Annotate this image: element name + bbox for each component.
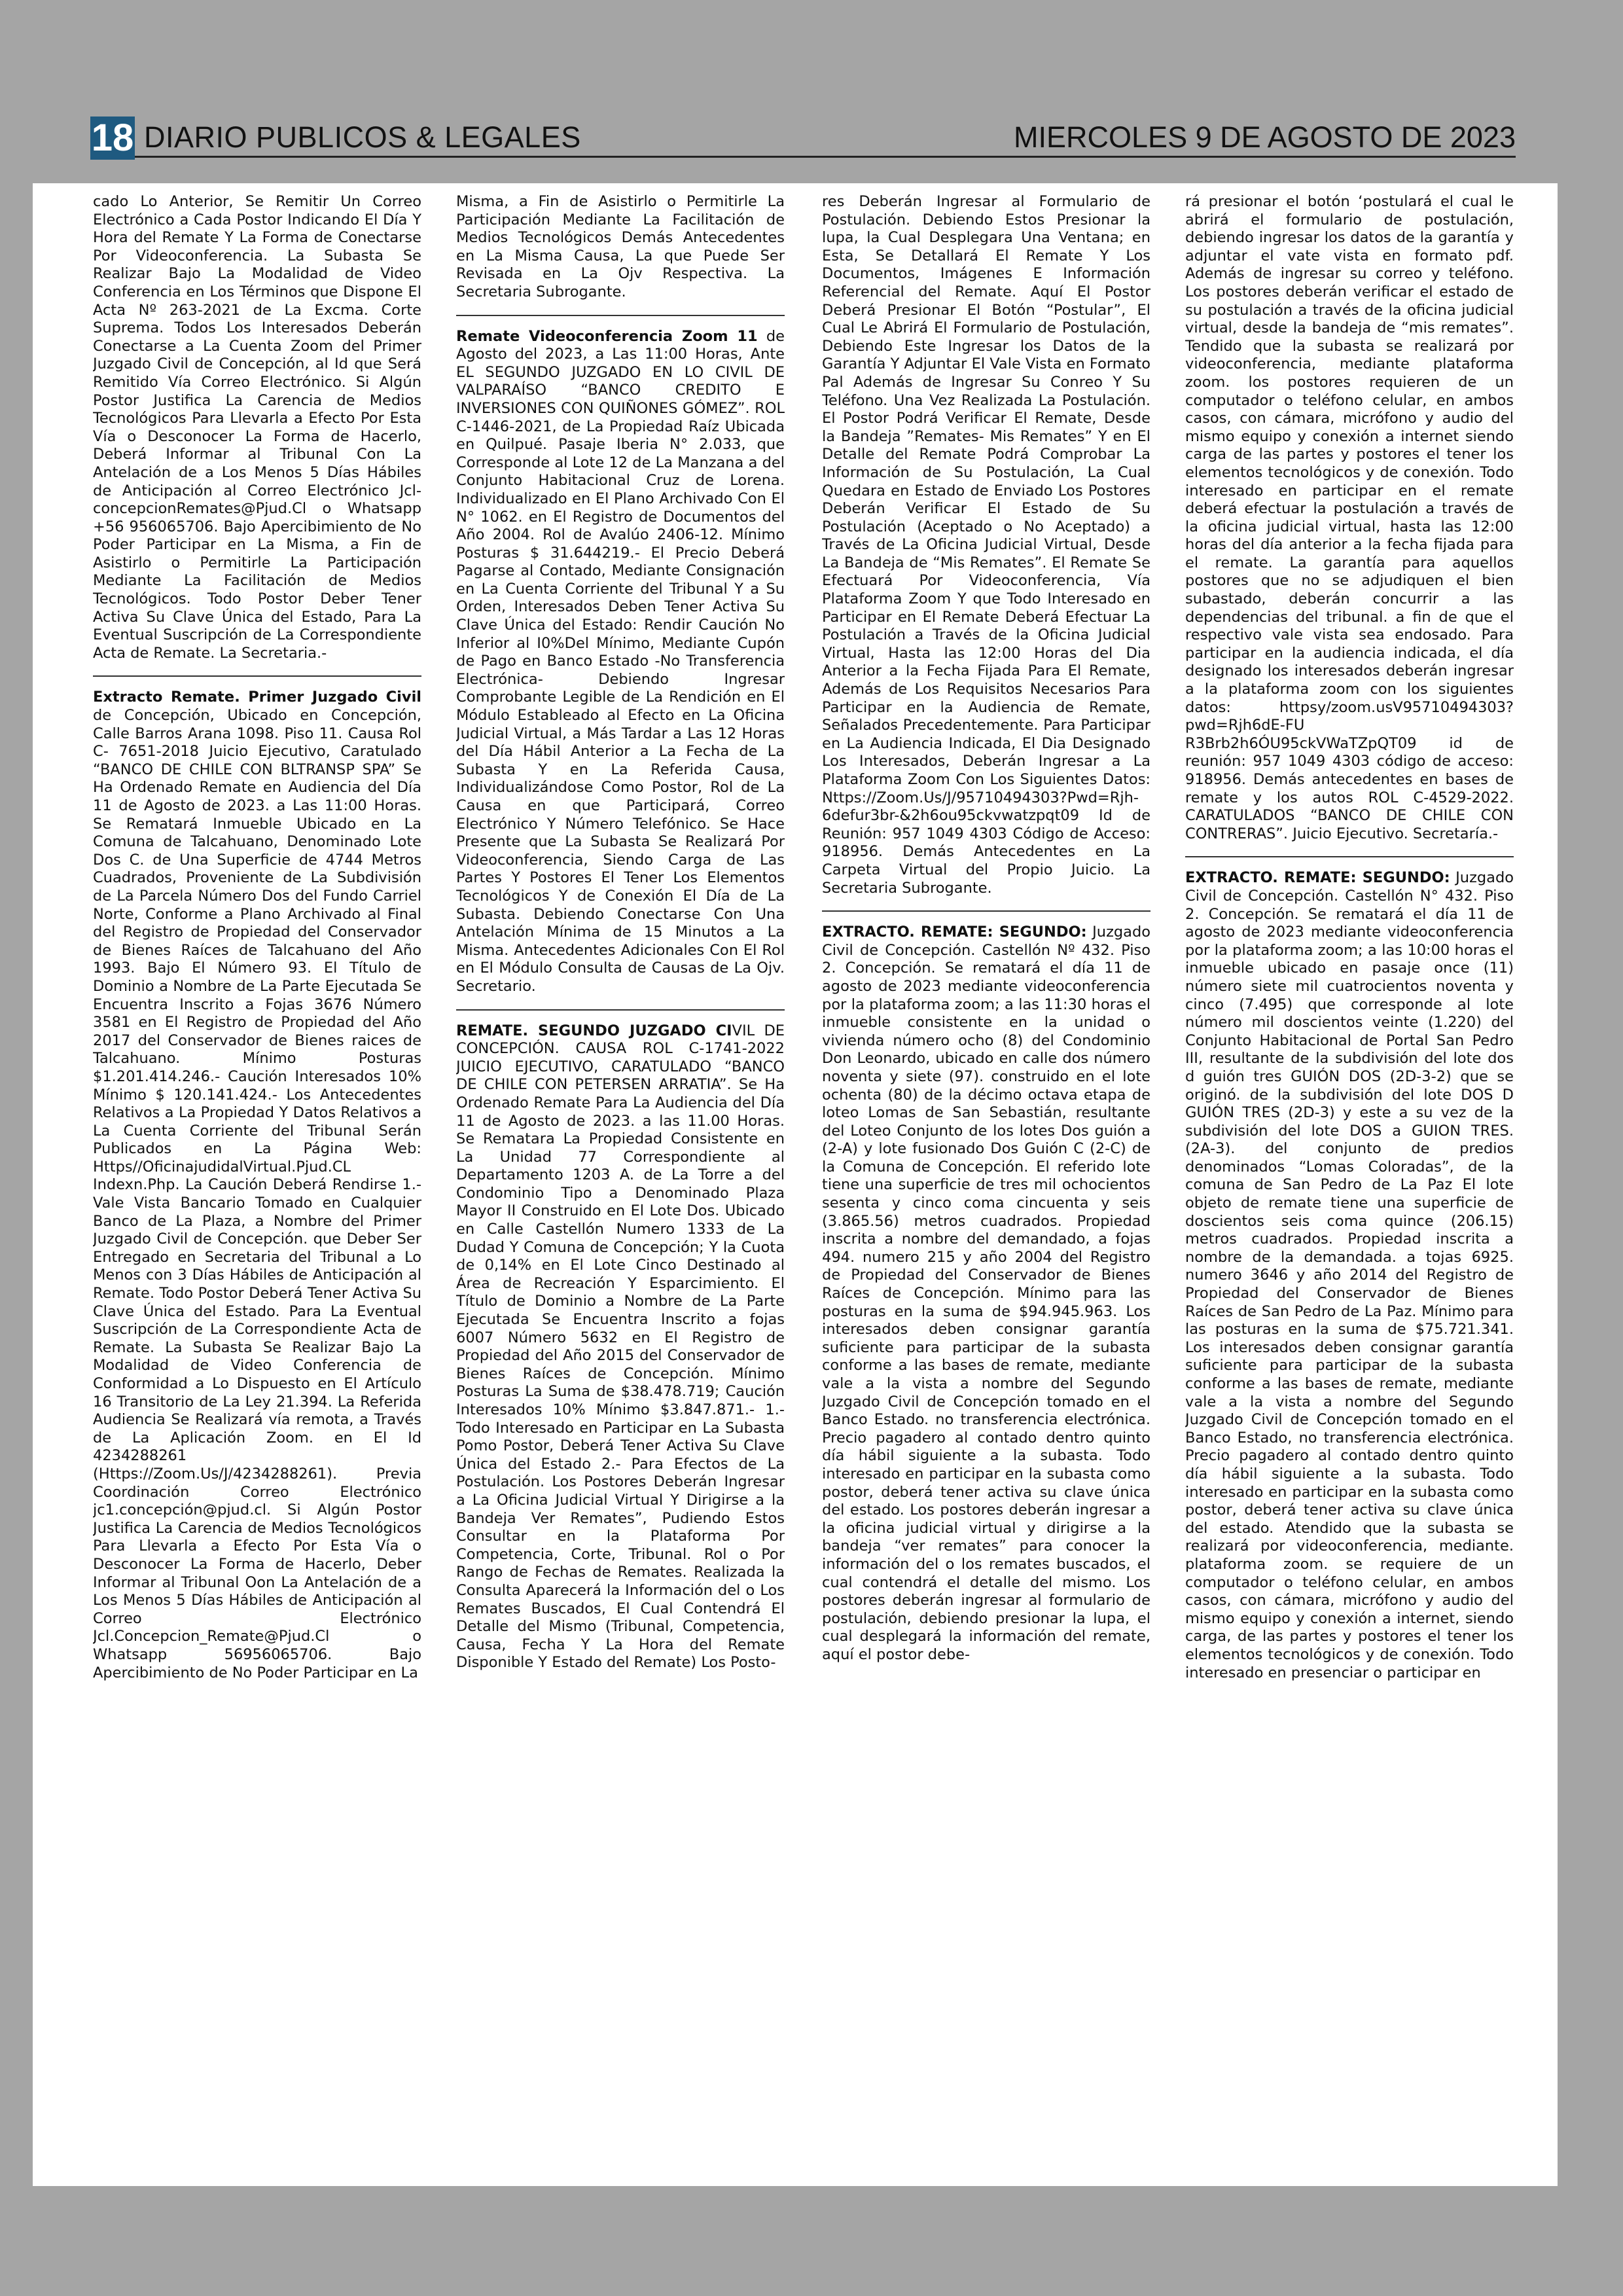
notice-heading: Remate Videoconferencia Zoom 11 — [456, 327, 758, 345]
page-number: 18 — [91, 117, 134, 159]
notice-extracto-remate-2 — [1185, 869, 1514, 1682]
notice-heading: Extracto Remate. Primer Juzgado Civil — [93, 689, 421, 706]
divider — [456, 315, 785, 316]
newspaper-page — [33, 183, 1558, 2186]
notice-remate-zoom-valparaiso — [456, 328, 785, 996]
notice-body: VIL DE CONCEPCIÓN. CAUSA ROL C-1741-2022 JUICIO EJECUTIVO, CARATULADO “BANCO DE CHILE CON PETERSEN ARRATIA”. Se Ha Ordenado Remate Para La Audiencia del Día 11 de Agosto de 2023. a las 11.00 Horas. Se Rematara La Propiedad Consistente en La Unidad 77 Correspondiente al Departamento 1203 A. de La Torre a del Condominio Tipo a Denominado Plaza Mayor II Construido en El Lote Dos. Ubicado en Calle Castellón Numero 1333 de La Dudad Y Comuna de Concepción; Y la Cuota de 0,14% en El Lote Cinco Destinado al Área de Recreación Y Esparcimiento. El Título de Dominio a Nombre de La Parte Ejecutada Se Encuentra Inscrito a fojas 6007 Número 5632 en El Registro de Propiedad del Año 2015 del Conservador de Bienes Raíces de Concepción. Mínimo Posturas La Suma de $38.478.719; Caución Interesados 10% Mínimo $3.847.871.- 1.-Todo Interesado en Participar en La Subasta Pomo Postor, Deberá Tener Activa Su Clave Única del Estado 2.- Para Efectos de La Postulación. Los Postores Deberán Ingresar a La Oficina Judicial Virtual Y Dirigirse a la Bandeja Ver Remates”, Pudiendo Estos Consultar en la Plataforma Por Competencia, Corte, Tribunal. Rol o Por Rango de Fechas de Remates. Realizada la Consulta Aparecerá la Información del o Los Remates Buscados, El Cual Contendrá El Detalle del Mismo (Tribunal, Competencia, Causa, Fecha Y La Hora del Remate Disponible Y Estado del Remate) Los Posto- — [456, 1022, 785, 1672]
column-4 — [1185, 193, 1514, 2183]
notice-remate-primer-juzgado — [93, 689, 421, 1682]
notice-continuation: res Deberán Ingresar al Formulario de Postulación. Debiendo Estos Presionar la lupa, la Cual Desplegara Una Ventana; en Esta, Se Detallará El Remate Y Los Documentos, Imágenes E Información Referencial del Remate. Aquí El Postor Deberá Presionar El Botón “Postular”, El Cual Le Abrirá El Formulario de Postulación, Debiendo Este Ingresar los Datos de la Garantía Y Adjuntar El Vale Vista en Formato Pal Además de Ingresar Su Conreo Y Su Teléfono. Una Vez Realizada La Postulación. El Postor Podrá Verificar El Remate, Desde la Bandeja ”Remates- Mis Remates” Y en El Detalle del Remate Podrá Comprobar La Información de Su Postulación, La Cual Quedara en Estado de Enviado Los Postores Deberán Verificar El Estado de Su Postulación (Aceptado o No Aceptado) a Través de La Oficina Judicial Virtual, Desde La Bandeja de “Mis Remates”. El Remate Se Efectuará Por Videoconferencia, Vía Plataforma Zoom Y que Todo Interesado en Participar en El Remate Deberá Efectuar La Postulación a Través de la Oficina Judicial Virtual, Hasta las 12:00 Horas del Dia Anterior a la Fecha Fijada Para El Remate, Además de Los Requisitos Necesarios Para Participar en la Audiencia de Remate, Señalados Precedentemente. Para Participar en La Audiencia Indicada, El Dia Designado Los Interesados, Deberán Ingresar a La Plataforma Zoom Con Los Siguientes Datos: Nttps://Zoom.Us/J/95710494303?Pwd=Rjh-6defur3br-&2h6ou95ckvwatzpqt09 Id de Reunión: 957 1049 4303 Código de Acceso: 918956. Demás Antecedentes en La Carpeta Virtual del Propio Juicio. La Secretaria Subrogante. — [822, 193, 1150, 897]
notice-heading: REMATE. SEGUNDO JUZGADO CI — [456, 1022, 732, 1039]
publication-title: DIARIO PUBLICOS & LEGALES — [144, 120, 581, 154]
divider — [1185, 856, 1514, 857]
notice-continuation: cado Lo Anterior, Se Remitir Un Correo Electrónico a Cada Postor Indicando El Día Y Hora del Remate Y La Forma de Conectarse Por Videoconferencia. La Subasta Se Realizar Bajo La Modalidad de Video Conferencia en Los Términos que Dispone El Acta Nº 263-2021 de La Excma. Corte Suprema. Todos Los Interesados Deberán Conectarse a La Cuenta Zoom del Primer Juzgado Civil de Concepción, al Id que Será Remitido Vía Correo Electrónico. Si Algún Postor Justifica La Carencia de Medios Tecnológicos Para Llevarla a Efecto Por Esta Vía o Desconocer La Forma de Hacerlo, Deberá Informar al Tribunal Con La Antelación de a Los Menos 5 Días Hábiles de Anticipación al Correo Electrónico Jcl-concepcionRemates@Pjud.Cl o Whatsapp +56 956065706. Bajo Apercibimiento de No Poder Participar en La Misma, a Fin de Asistirlo o Permitirle La Participación Mediante La Facilitación de Medios Tecnológicos. Todo Postor Deber Tener Activa Su Clave Única del Estado, Para La Eventual Suscripción de La Correspondiente Acta de Remate. La Secretaria.- — [93, 193, 421, 662]
page-header — [90, 117, 1516, 158]
notice-heading: EXTRACTO. REMATE: SEGUNDO: — [1185, 869, 1450, 887]
divider — [822, 910, 1150, 912]
notice-extracto-remate-1 — [822, 924, 1150, 1664]
notice-continuation: Misma, a Fin de Asistirlo o Permitirle La Participación Mediante La Facilitación de Medios Tecnológicos Demás Antecedentes en La Misma Causa, La que Puede Ser Revisada en La Ojv Respectiva. La Secretaria Subrogante. — [456, 193, 785, 300]
notice-continuation: rá presionar el botón ‘postulará el cual le abrirá el formulario de postulación, debiendo ingresar los datos de la garantía y adjuntar el vate vista en formato pdf. Además de ingresar su correo y teléfono. Los postores deberán verificar el estado de su postulación a través de la oficina judicial virtual, desde la bandeja de “mis remates”. Tendido que la subasta se realizará por videoconferencia, mediante plataforma zoom. los postores requieren de un computador o teléfono celular, en ambos casos, con cámara, micrófono y audio del mismo equipo y conexión a internet siendo carga de las partes y postores el tener los elementos tecnológicos y de conexión. Todo interesado en participar en el remate deberá efectuar la postulación a través de la oficina judicial virtual, hasta las 12:00 horas del día anterior a la fecha fijada para el remate. La garantía para aquellos postores que no se adjudiquen el bien subastado, deberán concurrir a las dependencias del tribunal. a fin de que el respectivo vale vista sea endosado. Para participar en la audiencia indicada, el día designado los interesados deberán ingresar a la plataforma zoom con los siguientes datos: httpsy/zoom.usV95710494303?pwd=Rjh6dE-FU R3Brb2h6ÓU95ckVWaTZpQT09 id de reunión: 957 1049 4303 código de acceso: 918956. Demás antecedentes en bases de remate y los autos ROL C-4529-2022. CARATULADOS “BANCO DE CHILE CON CONTRERAS”. Juicio Ejecutivo. Secretaría.- — [1185, 193, 1514, 842]
divider — [93, 675, 421, 677]
publication-date: MIERCOLES 9 DE AGOSTO DE 2023 — [1014, 120, 1516, 154]
notice-heading: EXTRACTO. REMATE: SEGUNDO: — [822, 924, 1087, 941]
notice-body: de Agosto del 2023, a Las 11:00 Horas, Ante EL SEGUNDO JUZGADO EN LO CIVIL DE VALPARAÍSO “BANCO CREDITO E INVERSIONES CON QUIÑONES GÓMEZ”. ROL C-1446-2021, de La Propiedad Raíz Ubicada en Quilpué. Pasaje Iberia N° 2.033, que Corresponde al Lote 12 de La Manzana a del Conjunto Habitacional Cruz de Lorena. Individualizado en El Plano Archivado Con El N° 1062. en El Registro de Documentos del Año 2004. Rol de Avalúo 2406-12. Mínimo Posturas $ 31.644219.- El Precio Deberá Pagarse al Contado, Mediante Consignación en La Cuenta Corriente del Tribunal Y a Su Orden, Interesados Deben Tener Activa Su Clave Única del Estado: Rendir Caución No Inferior al I0%Del Mínimo, Mediante Cupón de Pago en Banco Estado -No Transferencia Electrónica- Debiendo Ingresar Comprobante Legible de La Rendición en El Módulo Estableado al Efecto en La Oficina Judicial Virtual, a Más Tardar a Las 12 Horas del Día Hábil Anterior a La Fecha de La Subasta Y en La Referida Causa, Individualizándose Como Postor, Rol de La Causa en que Participará, Correo Electrónico Y Número Telefónico. Se Hace Presente que La Subasta Se Realizará Por Videoconferencia, Siendo Carga de Las Partes Y Postores El Tener Los Elementos Tecnológicos Y de Conexión El Día de La Subasta. Debiendo Conectarse Con Una Antelación Mínima de 15 Minutos a La Misma. Antecedentes Adicionales Con El Rol en El Módulo Consulta de Causas de La Ojv. Secretario. — [456, 327, 785, 995]
notice-body: de Concepción, Ubicado en Concepción, Calle Barros Arana 1098. Piso 11. Causa Rol C- 7651-2018 Juicio Ejecutivo, Caratulado “BANCO DE CHILE CON BLTRANSP SPA” Se Ha Ordenado Remate en Audiencia del Día 11 de Agosto de 2023. a Las 11:00 Horas. Se Rematará Inmueble Ubicado en La Comuna de Talcahuano, Denominado Lote Dos C. de Una Superficie de 4744 Metros Cuadrados, Proveniente de La Subdivisión de La Parcela Número Dos del Fundo Carriel Norte, Conforme a Plano Archivado al Final del Registro de Propiedad del Conservador de Bienes Raíces de Talcahuano del Año 1993. Bajo El Número 93. El Título de Dominio a Nombre de La Parte Ejecutada Se Encuentra Inscrito a Fojas 3676 Número 3581 en El Registro de Propiedad del Año 2017 del Conservador de Bienes raices de Talcahuano. Mínimo Posturas $1.201.414.246.- Caución Interesados 10% Mínimo $ 120.141.424.- Los Antecedentes Relativos a La Propiedad Y Datos Relativos a La Cuenta Corriente del Tribunal Serán Publicados en La Página Web: Https//OficinajudidalVirtual.Pjud.CL Indexn.Php. La Caución Deberá Rendirse 1.- Vale Vista Bancario Tomado en Cualquier Banco de La Plaza, a Nombre del Primer Juzgado Civil de Concepción. que Deber Ser Entregado en Secretaria del Tribunal a Lo Menos con 3 Días Hábiles de Anticipación al Remate. Todo Postor Deberá Tener Activa Su Clave Única del Estado. Para La Eventual Suscripción de La Correspondiente Acta de Remate. La Subasta Se Realizar Bajo La Modalidad de Video Conferencia de Conformidad a Lo Dispuesto en El Artículo 16 Transitorio de La Ley 21.394. La Referida Audiencia Se Realizará vía remota, a Través de La Aplicación Zoom. en El Id 4234288261 (Https://Zoom.Us/J/4234288261). Previa Coordinación Correo Electrónico jc1.concepción@pjud.cl. Si Algún Postor Justifica La Carencia de Medios Tecnológicos Para Llevarla a Efecto Por Esta Vía o Desconocer La Forma de Hacerlo, Deber Informar al Tribunal Oon La Antelación de a Los Menos 5 Días Hábiles de Anticipación al Correo Electrónico Jcl.Concepcion_Remate@Pjud.Cl o Whatsapp 56956065706. Bajo Apercibimiento de No Poder Participar en La — [93, 707, 421, 1681]
notice-body: Juzgado Civil de Concepción. Castellón N° 432. Piso 2. Concepción. Se rematará el día 11 de agosto de 2023 mediante videoconferencia por la plataforma zoom; a las 10:00 horas el inmueble ubicado en pasaje once (11) número siete mil cuatrocientos noventa y cinco (7.495) que corresponde al lote número mil doscientos veinte (1.220) del Conjunto Habitacional de Portal San Pedro III, resultante de la subdivisión del lote dos d guión tres GUIÓN DOS (2D-3-2) que se originó. de la subdivisión del lote DOS D GUIÓN TRES (2D-3) y este a su vez de la subdivisión del lote DOS a GUION TRES. (2A-3). del conjunto de predios denominados “Lomas Coloradas”, de la comuna de San Pedro de La Paz El lote objeto de remate tiene una superficie de doscientos seis coma quince (206.15) metros cuadrados. Propiedad inscrita a nombre de la demandada. a tojas 6925. numero 3646 y año 2014 del Registro de Propiedad del Conservador de Bienes Raíces de San Pedro de La Paz. Mínimo para las posturas en la suma de $75.721.341. Los interesados deben consignar garantía suficiente para participar de la subasta conforme a las bases de remate, mediante vale a la vista a nombre del Segundo Juzgado Civil de Concepción tomado en el Banco Estado, no transferencia electrónica. Precio pagadero al contado dentro quinto día hábil siguiente a la subasta. Todo interesado en participar en la subasta como postor, deberá tener activa su clave única del estado. Atendido que la subasta se realizará por videoconferencia, mediante. plataforma zoom. se requiere de un computador o teléfono celular, en ambos casos, con cámara, micrófono y audio del mismo equipo y conexión a internet, siendo carga, de las partes y postores el tener los elementos tecnológicos y de conexión. Todo interesado en presenciar o participar en — [1185, 869, 1514, 1681]
column-1 — [93, 193, 421, 2183]
column-3 — [822, 193, 1150, 2183]
notice-remate-segundo-juzgado — [456, 1022, 785, 1672]
column-2 — [456, 193, 785, 2183]
divider — [456, 1009, 785, 1011]
notice-body: Juzgado Civil de Concepción. Castellón Nº 432. Piso 2. Concepción. Se rematará el día 11 de agosto de 2023 mediante videoconferencia por la plataforma zoom; a las 11:30 horas el inmueble consistente en la unidad o vivienda número ocho (8) del Condominio Don Leonardo, ubicado en calle dos número noventa y siete (97). construido en el lote ochenta (80) de la décimo octava etapa de loteo Lomas de San Sebastián, resultante del Loteo Conjunto de los lotes Dos guión a (2-A) y lote fusionado Dos Guión C (2-C) de la Comuna de Concepción. El referido lote tiene una superficie de tres mil ochocientos sesenta y cinco coma cincuenta y seis (3.865.56) metros cuadrados. Propiedad inscrita a nombre del demandado, a fojas 494. numero 215 y año 2004 del Registro de Propiedad del Conservador de Bienes Raíces de Concepción. Mínimo para las posturas en la suma de $94.945.963. Los interesados deben consignar garantía suficiente para participar de la subasta conforme a las bases de remate, mediante vale a la vista a nombre del Segundo Juzgado Civil de Concepción tomado en el Banco Estado. no transferencia electrónica. Precio pagadero al contado dentro quinto día hábil siguiente a la subasta. Todo interesado en participar en la subasta como postor, deberá tener activa su clave única del estado. Los postores deberán ingresar a la oficina judicial virtual y dirigirse a la bandeja “ver remates” para conocer la información del o los remates buscados, el cual contendrá el detalle del mismo. Los postores deberán ingresar al formulario de postulación, debiendo presionar la lupa, el cual desplegará la información del remate, aquí el postor debe- — [822, 924, 1150, 1663]
